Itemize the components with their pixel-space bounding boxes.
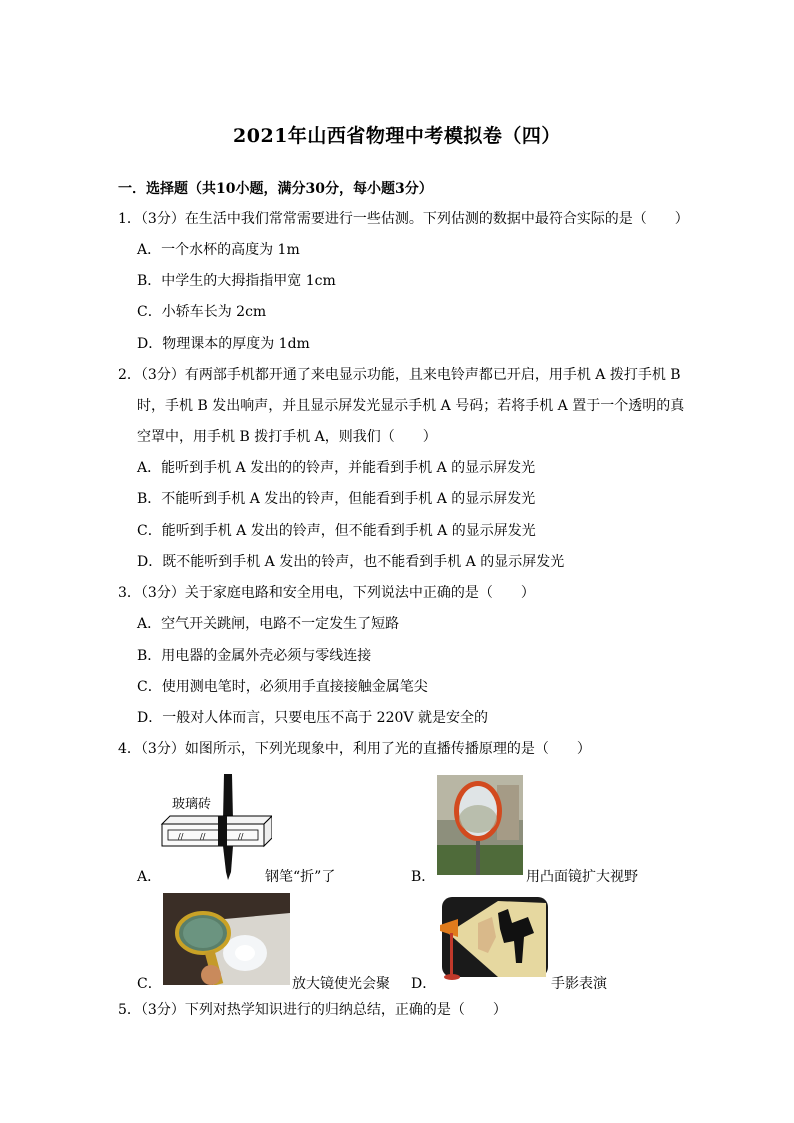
svg-text://: // xyxy=(238,832,244,841)
q2-option-d: D．既不能听到手机 A 发出的铃声，也不能看到手机 A 的显示屏发光 xyxy=(137,554,565,570)
svg-text://: // xyxy=(200,832,206,841)
figure-b-letter: B． xyxy=(411,869,436,885)
page-title: 2021年山西省物理中考模拟卷（四） xyxy=(233,125,561,147)
figure-c-magnifier xyxy=(163,893,290,985)
figure-b-convex-mirror xyxy=(437,775,523,875)
question-3-stem: 3．（3分）关于家庭电路和安全用电，下列说法中正确的是（ ） xyxy=(118,585,535,601)
figure-a-pen-glass-brick xyxy=(160,772,272,880)
question-1-stem: 1．（3分）在生活中我们常常需要进行一些估测。下列估测的数据中最符合实际的是（ ） xyxy=(118,211,689,227)
question-2-stem-line-1: 2．（3分）有两部手机都开通了来电显示功能，且来电铃声都已开启，用手机 A 拨打手机 B xyxy=(118,367,681,383)
figure-a-caption: 钢笔“折”了 xyxy=(265,869,336,885)
figure-b-caption: 用凸面镜扩大视野 xyxy=(526,869,638,885)
svg-text://: // xyxy=(178,832,184,841)
q1-option-a: A．一个水杯的高度为 1m xyxy=(137,242,300,258)
figure-c-letter: C． xyxy=(137,976,162,992)
q1-option-d: D．物理课本的厚度为 1dm xyxy=(137,336,310,352)
q3-option-c: C．使用测电笔时，必须用手直接接触金属笔尖 xyxy=(137,679,428,695)
figure-d-letter: D． xyxy=(411,976,437,992)
question-2-stem-line-2: 时，手机 B 发出响声，并且显示屏发光显示手机 A 号码；若将手机 A 置于一个透明的真 xyxy=(137,398,685,414)
section-heading: 一．选择题（共10小题，满分30分，每小题3分） xyxy=(118,181,433,197)
q1-option-b: B．中学生的大拇指指甲宽 1cm xyxy=(137,273,336,289)
q2-option-b: B．不能听到手机 A 发出的铃声，但能看到手机 A 的显示屏发光 xyxy=(137,491,536,507)
figure-d-hand-shadow xyxy=(438,893,548,985)
figure-c-caption: 放大镜使光会聚 xyxy=(292,976,390,992)
q3-option-b: B．用电器的金属外壳必须与零线连接 xyxy=(137,648,372,664)
q3-option-a: A．空气开关跳闸，电路不一定发生了短路 xyxy=(137,616,400,632)
question-5-stem: 5．（3分）下列对热学知识进行的归纳总结，正确的是（ ） xyxy=(118,1002,507,1018)
q1-option-c: C．小轿车长为 2cm xyxy=(137,304,267,320)
figure-a-letter: A． xyxy=(137,869,162,885)
q3-option-d: D．一般对人体而言，只要电压不高于 220V 就是安全的 xyxy=(137,710,488,726)
q2-option-a: A．能听到手机 A 发出的的铃声，并能看到手机 A 的显示屏发光 xyxy=(137,460,536,476)
figure-d-caption: 手影表演 xyxy=(551,976,607,992)
glass-brick-label: 玻璃砖 xyxy=(172,797,212,812)
question-2-stem-line-3: 空罩中，用手机 B 拨打手机 A，则我们（ ） xyxy=(137,429,437,445)
q2-option-c: C．能听到手机 A 发出的铃声，但不能看到手机 A 的显示屏发光 xyxy=(137,523,536,539)
question-4-stem: 4．（3分）如图所示，下列光现象中，利用了光的直播传播原理的是（ ） xyxy=(118,741,591,757)
